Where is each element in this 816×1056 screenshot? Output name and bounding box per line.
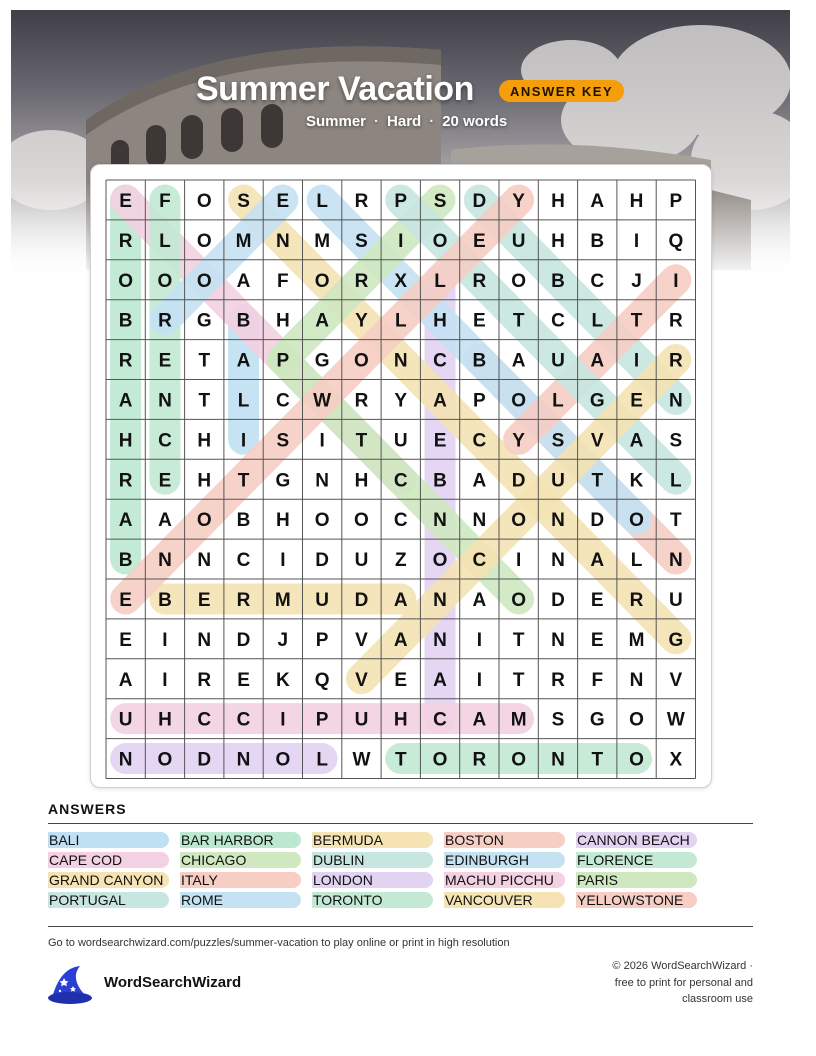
- grid-cell: E: [590, 589, 604, 611]
- grid-cell: S: [276, 430, 290, 452]
- answer-item: ITALY: [180, 872, 301, 888]
- grid-cell: N: [433, 629, 447, 651]
- grid-cell: O: [511, 270, 527, 292]
- grid-cell: N: [433, 589, 447, 611]
- grid-cell: Y: [355, 310, 368, 332]
- grid-cell: U: [551, 470, 565, 492]
- grid-cell: D: [551, 589, 565, 611]
- grid-cell: N: [236, 749, 251, 771]
- grid-cell: D: [511, 470, 526, 492]
- grid-cell: L: [237, 390, 250, 412]
- grid-cell: N: [118, 749, 133, 771]
- word-count-label: 20 words: [442, 113, 508, 130]
- grid-cell: D: [236, 629, 251, 651]
- answer-item: ROME: [180, 892, 301, 908]
- divider: [48, 823, 753, 824]
- grid-cell: N: [551, 749, 565, 771]
- puzzle-card: [90, 164, 712, 788]
- grid-cell: O: [511, 589, 527, 611]
- grid-cell: O: [629, 709, 644, 731]
- grid-cell: C: [158, 430, 172, 452]
- answer-item: LONDON: [312, 872, 433, 888]
- grid-cell: T: [237, 470, 250, 492]
- grid-cell: I: [280, 709, 286, 731]
- grid-cell: E: [433, 430, 447, 452]
- grid-cell: Y: [512, 430, 525, 452]
- grid-cell: N: [275, 230, 290, 252]
- word-search-grid: [91, 165, 711, 787]
- grid-cell: R: [354, 390, 369, 412]
- grid-cell: C: [393, 470, 408, 492]
- grid-cell: L: [159, 230, 171, 252]
- grid-cell: H: [551, 190, 565, 212]
- grid-cell: U: [668, 589, 683, 611]
- grid-cell: R: [354, 270, 369, 292]
- grid-cell: H: [354, 470, 369, 492]
- grid-cell: M: [628, 629, 645, 651]
- grid-cell: N: [197, 550, 212, 572]
- grid-cell: B: [118, 550, 133, 572]
- grid-cell: O: [314, 270, 330, 292]
- grid-cell: F: [159, 190, 171, 212]
- grid-cell: A: [236, 350, 251, 372]
- grid-cell: O: [629, 749, 644, 771]
- grid-cell: L: [394, 310, 407, 332]
- grid-cell: I: [240, 430, 247, 452]
- grid-cell: M: [510, 709, 527, 731]
- grid-cell: N: [629, 669, 644, 691]
- grid-cell: N: [158, 390, 172, 412]
- grid-cell: R: [236, 589, 251, 611]
- grid-cell: M: [274, 589, 291, 611]
- grid-cell: W: [666, 709, 685, 731]
- grid-cell: A: [118, 669, 133, 691]
- grid-cell: L: [434, 270, 446, 292]
- grid-cell: T: [394, 749, 407, 771]
- grid-cell: V: [590, 430, 604, 452]
- grid-cell: H: [118, 430, 133, 452]
- grid-cell: H: [393, 709, 408, 731]
- grid-cell: E: [119, 190, 132, 212]
- grid-cell: E: [158, 470, 172, 492]
- grid-cell: I: [633, 230, 640, 252]
- difficulty-label: Hard: [387, 113, 422, 130]
- wizard-hat-icon: [46, 964, 94, 1006]
- grid-cell: B: [158, 589, 172, 611]
- grid-cell: R: [158, 310, 172, 332]
- grid-cell: F: [591, 669, 604, 691]
- grid-cell: R: [472, 749, 487, 771]
- grid-cell: A: [315, 310, 330, 332]
- meta-separator: ·: [429, 113, 435, 130]
- grid-cell: R: [668, 310, 683, 332]
- grid-cell: A: [590, 350, 605, 372]
- grid-cell: A: [118, 510, 133, 532]
- grid-cell: E: [197, 589, 211, 611]
- grid-cell: Z: [394, 550, 407, 572]
- grid-cell: E: [119, 589, 132, 611]
- grid-cell: R: [629, 589, 644, 611]
- grid-cell: B: [236, 310, 251, 332]
- grid-cell: T: [591, 749, 604, 771]
- grid-cell: R: [668, 350, 683, 372]
- grid-cell: H: [197, 470, 212, 492]
- letters: [118, 191, 685, 771]
- answer-item: VANCOUVER: [444, 892, 565, 908]
- grid-cell: Q: [668, 230, 684, 252]
- grid-cell: H: [551, 230, 565, 252]
- grid-cell: I: [398, 230, 404, 252]
- brand-name: WordSearchWizard: [104, 974, 242, 991]
- grid-cell: A: [472, 709, 487, 731]
- grid-cell: W: [352, 749, 371, 771]
- answer-item: MACHU PICCHU: [444, 872, 565, 888]
- grid-cell: E: [473, 310, 486, 332]
- answer-item: YELLOWSTONE: [576, 892, 697, 908]
- grid-cell: O: [275, 749, 291, 771]
- grid-cell: O: [354, 510, 369, 532]
- answer-item: BAR HARBOR: [180, 832, 301, 848]
- grid-cell: R: [118, 230, 133, 252]
- answer-item: CAPE COD: [48, 852, 169, 868]
- grid-cell: C: [236, 709, 251, 731]
- grid-cell: K: [275, 669, 290, 691]
- grid-cell: A: [393, 629, 408, 651]
- answer-item: PARIS: [576, 872, 697, 888]
- grid-cell: T: [630, 310, 643, 332]
- category-label: Summer: [306, 113, 367, 130]
- grid-cell: U: [354, 709, 369, 731]
- grid-cell: A: [590, 550, 605, 572]
- grid-cell: O: [432, 230, 448, 252]
- grid-cell: L: [591, 310, 604, 332]
- grid-cell: N: [472, 510, 487, 532]
- grid-cell: J: [631, 270, 642, 292]
- grid-cell: G: [589, 390, 605, 412]
- grid-cell: E: [590, 629, 604, 651]
- grid-cell: O: [432, 749, 448, 771]
- grid-cell: A: [236, 270, 251, 292]
- grid-cell: H: [275, 310, 290, 332]
- grid-cell: O: [157, 270, 173, 292]
- grid-cell: A: [393, 589, 408, 611]
- grid-cell: P: [315, 629, 329, 651]
- grid-cell: T: [591, 470, 604, 492]
- answer-item: GRAND CANYON: [48, 872, 169, 888]
- grid-cell: C: [590, 270, 605, 292]
- grid-cell: O: [196, 230, 212, 252]
- grid-cell: H: [158, 709, 172, 731]
- grid-cell: L: [316, 190, 328, 212]
- grid-cell: I: [476, 629, 482, 651]
- grid-cell: A: [629, 430, 644, 452]
- divider: [48, 926, 753, 927]
- grid-cell: O: [511, 510, 527, 532]
- answer-item: CHICAGO: [180, 852, 301, 868]
- grid-cell: E: [630, 390, 643, 412]
- grid-cell: R: [118, 350, 133, 372]
- grid-cell: L: [670, 470, 682, 492]
- grid-cell: H: [275, 510, 290, 532]
- grid-cell: Y: [512, 190, 525, 212]
- puzzle-meta: [306, 113, 507, 130]
- grid-cell: A: [590, 190, 605, 212]
- grid-cell: C: [236, 550, 251, 572]
- grid-cell: J: [277, 629, 289, 651]
- grid-cell: R: [197, 669, 212, 691]
- grid-cell: O: [511, 390, 527, 412]
- grid-cell: T: [670, 510, 682, 532]
- grid-cell: I: [633, 350, 640, 372]
- grid-cell: N: [668, 550, 683, 572]
- grid-cell: O: [118, 270, 134, 292]
- grid-cell: A: [433, 669, 447, 691]
- grid-cell: R: [551, 669, 565, 691]
- grid-cell: K: [629, 470, 644, 492]
- grid-cell: L: [552, 390, 564, 412]
- grid-cell: C: [551, 310, 565, 332]
- grid-cell: P: [669, 190, 683, 212]
- grid-cell: O: [354, 350, 369, 372]
- answer-item: CANNON BEACH: [576, 832, 697, 848]
- grid-cell: D: [197, 749, 212, 771]
- grid-cell: O: [314, 510, 330, 532]
- grid-cell: C: [472, 430, 487, 452]
- grid-cell: C: [275, 390, 290, 412]
- grid-cell: H: [629, 190, 644, 212]
- grid-cell: W: [313, 390, 332, 412]
- answer-item: BALI: [48, 832, 169, 848]
- grid-cell: P: [276, 350, 290, 372]
- grid-cell: B: [236, 510, 251, 532]
- grid-cell: T: [198, 390, 211, 412]
- grid-cell: E: [276, 190, 290, 212]
- page-title: Summer Vacation: [196, 70, 474, 108]
- grid-cell: L: [630, 550, 643, 572]
- answer-item: BOSTON: [444, 832, 565, 848]
- answer-key-badge: ANSWER KEY: [499, 80, 624, 102]
- grid-cell: V: [669, 669, 683, 691]
- copyright-text: © 2026 WordSearchWizard · free to print for personal and classroom use: [612, 960, 753, 1005]
- grid-cell: O: [196, 270, 212, 292]
- grid-cell: S: [237, 190, 250, 212]
- grid-cell: X: [394, 270, 408, 292]
- answers-heading: ANSWERS: [48, 801, 127, 817]
- grid-cell: D: [354, 589, 369, 611]
- grid-cell: I: [162, 629, 168, 651]
- grid-cell: E: [119, 629, 132, 651]
- grid-cell: E: [473, 230, 486, 252]
- grid-cell: T: [512, 629, 525, 651]
- grid-cell: A: [472, 589, 487, 611]
- grid-cell: B: [551, 270, 565, 292]
- grid-cell: N: [197, 629, 212, 651]
- grid-cell: I: [516, 550, 522, 572]
- grid-cell: N: [551, 550, 565, 572]
- grid-cell: M: [235, 230, 252, 252]
- grid-cell: U: [551, 350, 565, 372]
- grid-cell: N: [315, 470, 330, 492]
- grid-cell: P: [315, 709, 329, 731]
- grid-cell: R: [354, 190, 369, 212]
- grid-cell: N: [158, 550, 172, 572]
- grid-cell: G: [196, 310, 212, 332]
- grid-cell: U: [511, 230, 526, 252]
- grid-cell: O: [157, 749, 173, 771]
- grid-cell: S: [551, 430, 565, 452]
- meta-separator: ·: [374, 113, 380, 130]
- grid-cell: B: [472, 350, 487, 372]
- answer-item: EDINBURGH: [444, 852, 565, 868]
- grid-cell: C: [393, 510, 408, 532]
- grid-cell: R: [118, 470, 133, 492]
- grid-cell: I: [476, 669, 482, 691]
- answer-item: DUBLIN: [312, 852, 433, 868]
- answer-item: TORONTO: [312, 892, 433, 908]
- grid-cell: E: [394, 669, 408, 691]
- grid-cell: U: [393, 430, 408, 452]
- grid-cell: I: [162, 669, 168, 691]
- grid-cell: Q: [314, 669, 330, 691]
- grid-cell: U: [315, 589, 330, 611]
- grid-cell: N: [668, 390, 683, 412]
- grid-cell: T: [198, 350, 211, 372]
- grid-cell: E: [158, 350, 172, 372]
- grid-cell: O: [196, 510, 212, 532]
- grid-cell: S: [433, 190, 447, 212]
- grid-cell: R: [472, 270, 487, 292]
- grid-cell: P: [473, 390, 486, 412]
- grid-cell: O: [629, 510, 644, 532]
- grid-cell: C: [472, 550, 487, 572]
- grid-cell: M: [314, 230, 331, 252]
- footer-note: Go to wordsearchwizard.com/puzzles/summer-vacation to play online or print in high resolution: [48, 937, 510, 949]
- grid-cell: C: [433, 709, 447, 731]
- grid-cell: G: [314, 350, 330, 372]
- grid-cell: N: [551, 510, 565, 532]
- grid-cell: D: [315, 550, 330, 572]
- grid-cell: C: [197, 709, 212, 731]
- grid-cell: D: [472, 190, 487, 212]
- grid-cell: V: [355, 669, 368, 691]
- grid-cell: H: [197, 430, 212, 452]
- grid-cell: T: [512, 669, 525, 691]
- grid-cell: S: [669, 430, 683, 452]
- grid-cell: G: [668, 629, 684, 651]
- grid-cell: T: [512, 310, 525, 332]
- grid-cell: B: [433, 470, 447, 492]
- grid-cell: U: [118, 709, 133, 731]
- grid-cell: G: [589, 709, 605, 731]
- grid-cell: A: [472, 470, 487, 492]
- answer-item: PORTUGAL: [48, 892, 169, 908]
- grid-cell: B: [590, 230, 605, 252]
- grid-cell: O: [196, 190, 212, 212]
- grid-cell: V: [355, 629, 368, 651]
- grid-cell: T: [355, 430, 368, 452]
- grid-cell: Y: [394, 390, 408, 412]
- grid-cell: B: [118, 310, 133, 332]
- grid-cell: A: [511, 350, 526, 372]
- grid-cell: H: [433, 310, 447, 332]
- grid-cell: I: [673, 270, 679, 292]
- grid-cell: X: [669, 749, 683, 771]
- answer-item: FLORENCE: [576, 852, 697, 868]
- grid-cell: N: [551, 629, 565, 651]
- grid-cell: A: [158, 510, 172, 532]
- grid-cell: E: [237, 669, 250, 691]
- grid-cell: S: [551, 709, 565, 731]
- grid-cell: N: [433, 510, 447, 532]
- grid-cell: N: [393, 350, 408, 372]
- grid-cell: O: [432, 550, 448, 572]
- grid-cell: S: [355, 230, 368, 252]
- answer-item: BERMUDA: [312, 832, 433, 848]
- grid-cell: O: [511, 749, 527, 771]
- grid-cell: U: [354, 550, 369, 572]
- grid-cell: A: [118, 390, 133, 412]
- grid-cell: I: [319, 430, 325, 452]
- grid-cell: F: [277, 270, 289, 292]
- grid-cell: C: [433, 350, 447, 372]
- grid-cell: G: [275, 470, 291, 492]
- grid-cell: I: [280, 550, 286, 572]
- grid-cell: P: [394, 190, 408, 212]
- grid-cell: A: [433, 390, 447, 412]
- grid-cell: D: [590, 510, 605, 532]
- grid-cell: L: [316, 749, 328, 771]
